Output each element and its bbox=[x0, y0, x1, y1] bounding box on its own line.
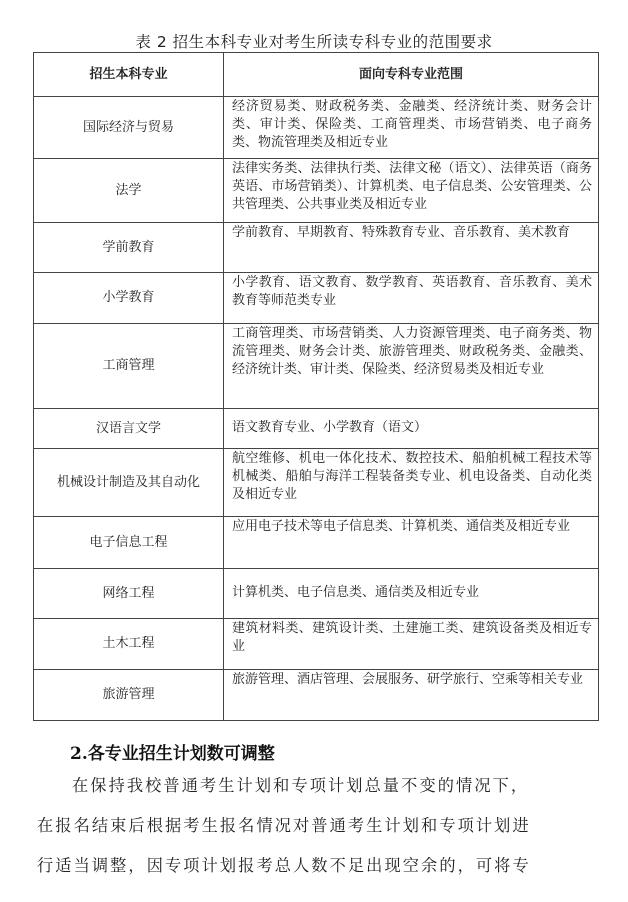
table-caption: 表 2 招生本科专业对考生所读专科专业的范围要求 bbox=[135, 33, 493, 51]
major-name: 小学教育 bbox=[34, 273, 224, 324]
major-range: 计算机类、电子信息类、通信类及相近专业 bbox=[224, 569, 599, 619]
major-name: 旅游管理 bbox=[34, 670, 224, 721]
major-range: 工商管理类、市场营销类、人力资源管理类、电子商务类、物流管理类、财务会计类、旅游管理类、财政税务类、金融类、经济统计类、审计类、保险类、经济贸易类及相近专业 bbox=[224, 324, 599, 409]
major-range: 语文教育专业、小学教育（语文） bbox=[224, 409, 599, 449]
section-heading: 2.各专业招生计划数可调整 bbox=[70, 744, 275, 764]
table-row bbox=[34, 670, 599, 721]
major-range: 建筑材料类、建筑设计类、土建施工类、建筑设备类及相近专业 bbox=[224, 619, 599, 670]
major-name: 土木工程 bbox=[34, 619, 224, 670]
major-name: 电子信息工程 bbox=[34, 517, 224, 569]
major-name: 机械设计制造及其自动化 bbox=[34, 449, 224, 517]
major-range: 旅游管理、酒店管理、会展服务、研学旅行、空乘等相关专业 bbox=[224, 670, 599, 721]
table-row bbox=[34, 159, 599, 223]
major-name: 汉语言文学 bbox=[34, 409, 224, 449]
major-name: 国际经济与贸易 bbox=[34, 97, 224, 159]
major-range: 航空维修、机电一体化技术、数控技术、船舶机械工程技术等机械类、船舶与海洋工程装备类专业、机电设备类、自动化类及相近专业 bbox=[224, 449, 599, 517]
major-name: 法学 bbox=[34, 159, 224, 223]
table-row bbox=[34, 223, 599, 273]
paragraph-line: 行适当调整，因专项计划报考总人数不足出现空余的，可将专 bbox=[37, 856, 531, 875]
table-row bbox=[34, 449, 599, 517]
major-name: 学前教育 bbox=[34, 223, 224, 273]
table-row bbox=[34, 273, 599, 324]
header-junior-college-range: 面向专科专业范围 bbox=[224, 53, 599, 97]
major-name: 工商管理 bbox=[34, 324, 224, 409]
paragraph-line: 在报名结束后根据考生报名情况对普通考生计划和专项计划进 bbox=[37, 816, 531, 835]
table-row bbox=[34, 97, 599, 159]
table-row bbox=[34, 517, 599, 569]
table-header-row bbox=[34, 53, 599, 97]
paragraph-line: 在保持我校普通考生计划和专项计划总量不变的情况下， bbox=[72, 776, 530, 795]
table-row bbox=[34, 409, 599, 449]
table-row bbox=[34, 569, 599, 619]
table-row bbox=[34, 324, 599, 409]
header-undergraduate-major: 招生本科专业 bbox=[34, 53, 224, 97]
major-range: 经济贸易类、财政税务类、金融类、经济统计类、财务会计类、审计类、保险类、工商管理类、市场营销类、电子商务类、物流管理类及相近专业 bbox=[224, 97, 599, 159]
table-row bbox=[34, 619, 599, 670]
major-range-table bbox=[33, 52, 599, 721]
major-range: 应用电子技术等电子信息类、计算机类、通信类及相近专业 bbox=[224, 517, 599, 569]
major-range: 学前教育、早期教育、特殊教育专业、音乐教育、美术教育 bbox=[224, 223, 599, 273]
major-range: 小学教育、语文教育、数学教育、英语教育、音乐教育、美术教育等师范类专业 bbox=[224, 273, 599, 324]
major-name: 网络工程 bbox=[34, 569, 224, 619]
major-range: 法律实务类、法律执行类、法律文秘（语文）、法律英语（商务英语、市场营销类）、计算机类、电子信息类、公安管理类、公共管理类、公共事业类及相近专业 bbox=[224, 159, 599, 223]
